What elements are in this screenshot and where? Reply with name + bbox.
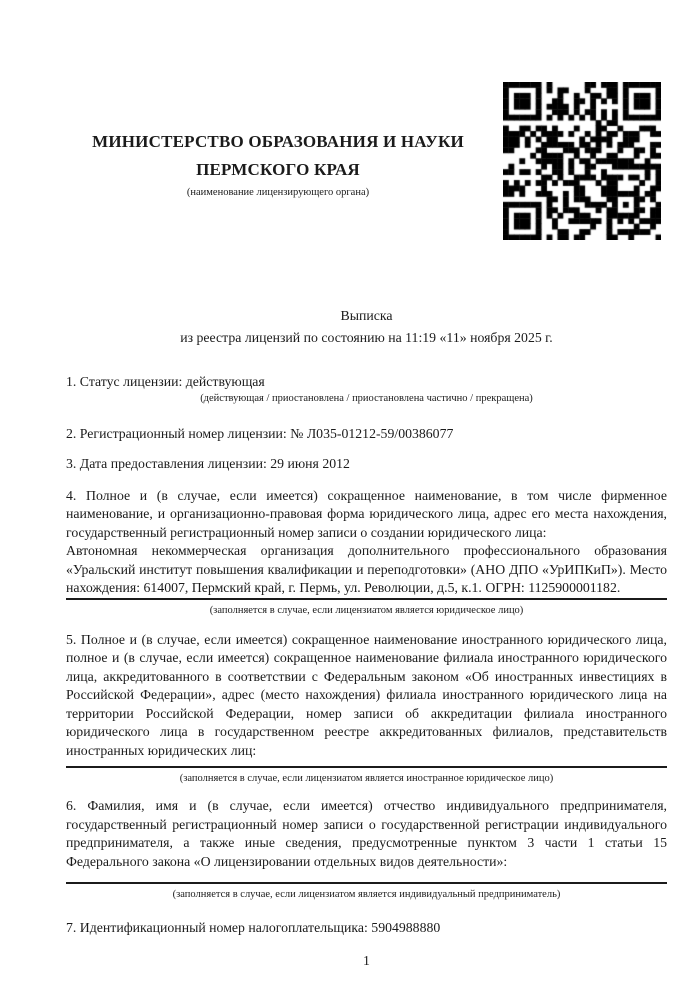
- extract-title-heading: Выписка: [340, 308, 393, 323]
- extract-title: [66, 305, 667, 349]
- taxpayer-number-text: 7. Идентификационный номер налогоплательщика: 5904988880: [66, 920, 441, 935]
- licensing-authority-hint: (наименование лицензирующего органа): [186, 187, 370, 198]
- section-legal-entity: [66, 487, 667, 617]
- legal-entity-question: 4. Полное и (в случае, если имеется) сокращенное наименование, в том числе фирменное наименование, и организационно-правовая форма юридического лица, адрес его места нахождения, государственный регистрационный номер записи о создании юридического лица:: [66, 487, 667, 540]
- section-registration-number: [66, 425, 667, 444]
- section-taxpayer-number: [66, 919, 667, 938]
- legal-entity-hint: (заполняется в случае, если лицензиатом является юридическое лицо): [209, 604, 524, 616]
- page-number: 1: [363, 952, 370, 968]
- foreign-entity-question: 5. Полное и (в случае, если имеется) сокращенное наименование иностранного юридического лица, полное и (в случае, если имеется) сокращенное наименование филиала иностранного юридического лица, аккредитованного в соответствии с Федеральным законом «Об иностранных инвестициях в Российской Федерации», адрес (место нахождения) филиала иностранного юридического лица на территории Российской Федерации, номер записи об аккредитации филиала иностранного юридического лица в государственном реестре аккредитованных филиалов, представительств иностранных юридических лиц:: [66, 631, 667, 758]
- section-individual-entrepreneur: [66, 797, 667, 901]
- section-license-date: [66, 455, 667, 474]
- section-foreign-entity: [66, 631, 667, 786]
- legal-entity-answer-underline: [66, 542, 667, 600]
- licensing-authority-name: МИНИСТЕРСТВО ОБРАЗОВАНИЯ И НАУКИ ПЕРМСКОГО КРАЯ: [92, 132, 464, 179]
- license-status-options-hint: (действующая / приостановлена / приостановлена частично / прекращена): [200, 392, 533, 404]
- qr-code-icon: [503, 82, 661, 240]
- section-license-status: [66, 373, 667, 405]
- extract-title-date-line: из реестра лицензий по состоянию на 11:19 «11» ноября 2025 г.: [180, 330, 553, 345]
- legal-entity-answer: Автономная некоммерческая организация дополнительного профессионального образования «Уральский институт повышения квалификации и переподготовки» (АНО ДПО «УрИПКиП»). Место нахождения: 614007, Пермский край, г. Пермь, ул. Революции, д.5, к.1. ОГРН: 1125900001182.: [66, 543, 667, 595]
- individual-entrepreneur-question: 6. Фамилия, имя и (в случае, если имеется) отчество индивидуального предпринимателя, государственный регистрационный номер записи о государственной регистрации индивидуального предпринимателя, а также иные сведения, предусмотренные пунктом 3 части 1 статьи 15 Федерального закона «О лицензировании отдельных видов деятельности»:: [66, 798, 667, 869]
- individual-entrepreneur-hint: (заполняется в случае, если лицензиатом является индивидуальный предприниматель): [172, 889, 561, 900]
- individual-entrepreneur-blank-underline: [66, 871, 667, 884]
- registration-number-text: 2. Регистрационный номер лицензии: № Л035-01212-59/00386077: [66, 425, 454, 441]
- ministry-header: [66, 128, 490, 199]
- foreign-entity-hint: (заполняется в случае, если лицензиатом является иностранное юридическое лицо): [179, 773, 554, 784]
- foreign-entity-blank-underline: [66, 760, 667, 768]
- license-date-text: 3. Дата предоставления лицензии: 29 июня 2012: [66, 456, 350, 471]
- license-status-text: 1. Статус лицензии: действующая: [66, 374, 265, 389]
